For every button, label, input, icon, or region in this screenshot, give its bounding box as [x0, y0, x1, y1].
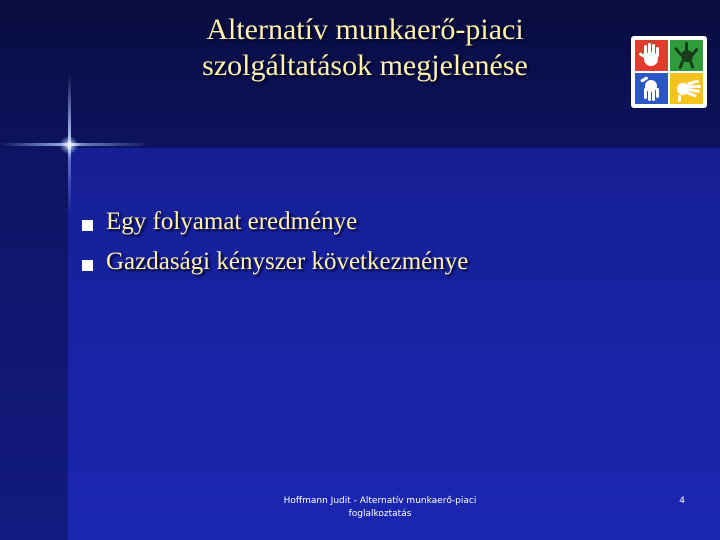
four-hands-logo-icon: [631, 36, 707, 108]
slide-title: [150, 12, 580, 84]
square-bullet-icon: [82, 220, 93, 231]
footer-line-2: foglalkoztatás: [348, 509, 412, 519]
bullet-text: Egy folyamat eredménye: [106, 208, 358, 235]
slide-title-line-1: Alternatív munkaerő-piaci: [206, 13, 524, 46]
square-bullet-icon: [82, 260, 93, 271]
green-hand-icon: [670, 40, 703, 71]
lens-flare-glow: [60, 136, 78, 154]
footer-line-1: Hoffmann Judit - Alternatív munkaerő-piaci: [283, 496, 477, 506]
bullet-text: Gazdasági kényszer következménye: [106, 248, 469, 275]
page-number: 4: [679, 496, 685, 506]
blue-hand-icon: [635, 73, 668, 104]
slide-footer: [270, 495, 490, 521]
red-hand-icon: [635, 40, 668, 71]
yellow-hand-icon: [670, 73, 703, 104]
left-strip: [0, 148, 68, 540]
slide-title-line-2: szolgáltatások megjelenése: [202, 49, 528, 82]
